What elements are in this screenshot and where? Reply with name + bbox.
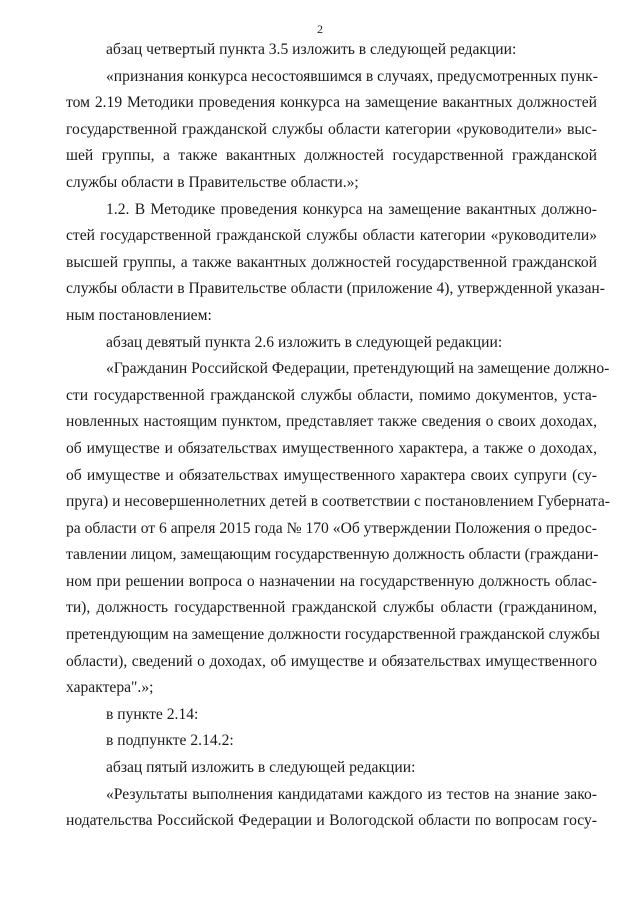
text-line: об имуществе и обязательствах имущественного характера своих супруги (су- (66, 466, 597, 484)
text-line: нодательства Российской Федерации и Вологодской области по вопросам госу- (66, 812, 597, 830)
text-line: ном при решении вопроса о назначении на государственную должность облас- (66, 572, 597, 590)
text-line: 1.2. В Методике проведения конкурса на замещение вакантных должно- (106, 200, 597, 218)
text-line: «Гражданин Российской Федерации, претендующий на замещение должно- (106, 360, 610, 378)
text-line: претендующим на замещение должности государственной гражданской службы (66, 626, 600, 644)
text-line: «Результаты выполнения кандидатами каждого из тестов на знание зако- (106, 785, 597, 803)
text-line: высшей группы, а также вакантных должностей государственной гражданской (66, 253, 597, 271)
document-body (66, 37, 610, 835)
text-line: ным постановлением: (66, 306, 212, 324)
text-line: стей государственной гражданской службы области категории «руководители» (66, 227, 597, 245)
text-line: в подпункте 2.14.2: (106, 732, 234, 750)
text-line: пруга) и несовершеннолетних детей в соответствии с постановлением Губерната- (66, 493, 610, 511)
text-line: об имуществе и обязательствах имущественного характера, а также о доходах, (66, 439, 597, 457)
text-line: службы области в Правительстве области.»; (66, 173, 359, 191)
text-line: ти), должность государственной гражданской службы области (гражданином, (66, 599, 597, 617)
text-line: тавлении лицом, замещающим государственную должность области (граждани- (66, 546, 599, 564)
text-line: службы области в Правительстве области (приложение 4), утвержденной указан- (66, 280, 605, 298)
text-line: характера".»; (66, 679, 154, 697)
text-line: том 2.19 Методики проведения конкурса на замещение вакантных должностей (66, 94, 597, 112)
text-line: абзац пятый изложить в следующей редакции: (106, 759, 416, 777)
text-line: шей группы, а также вакантных должностей государственной гражданской (66, 147, 597, 165)
text-line: абзац четвертый пункта 3.5 изложить в следующей редакции: (106, 41, 517, 58)
text-line: абзац девятый пункта 2.6 изложить в следующей редакции: (106, 333, 503, 351)
text-line: государственной гражданской службы области категории «руководители» выс- (66, 120, 597, 138)
text-line: области), сведений о доходах, об имуществе и обязательствах имущественного (66, 652, 597, 670)
text-line: новленных настоящим пунктом, представляет также сведения о своих доходах, (66, 413, 597, 431)
text-line: в пункте 2.14: (106, 705, 199, 723)
text-line: сти государственной гражданской службы области, помимо документов, уста- (66, 386, 597, 404)
text-line: ра области от 6 апреля 2015 года № 170 «Об утверждении Положения о предос- (66, 519, 597, 537)
page-number: 2 (317, 22, 323, 36)
text-line: «признания конкурса несостоявшимся в случаях, предусмотренных пунк- (106, 67, 598, 85)
